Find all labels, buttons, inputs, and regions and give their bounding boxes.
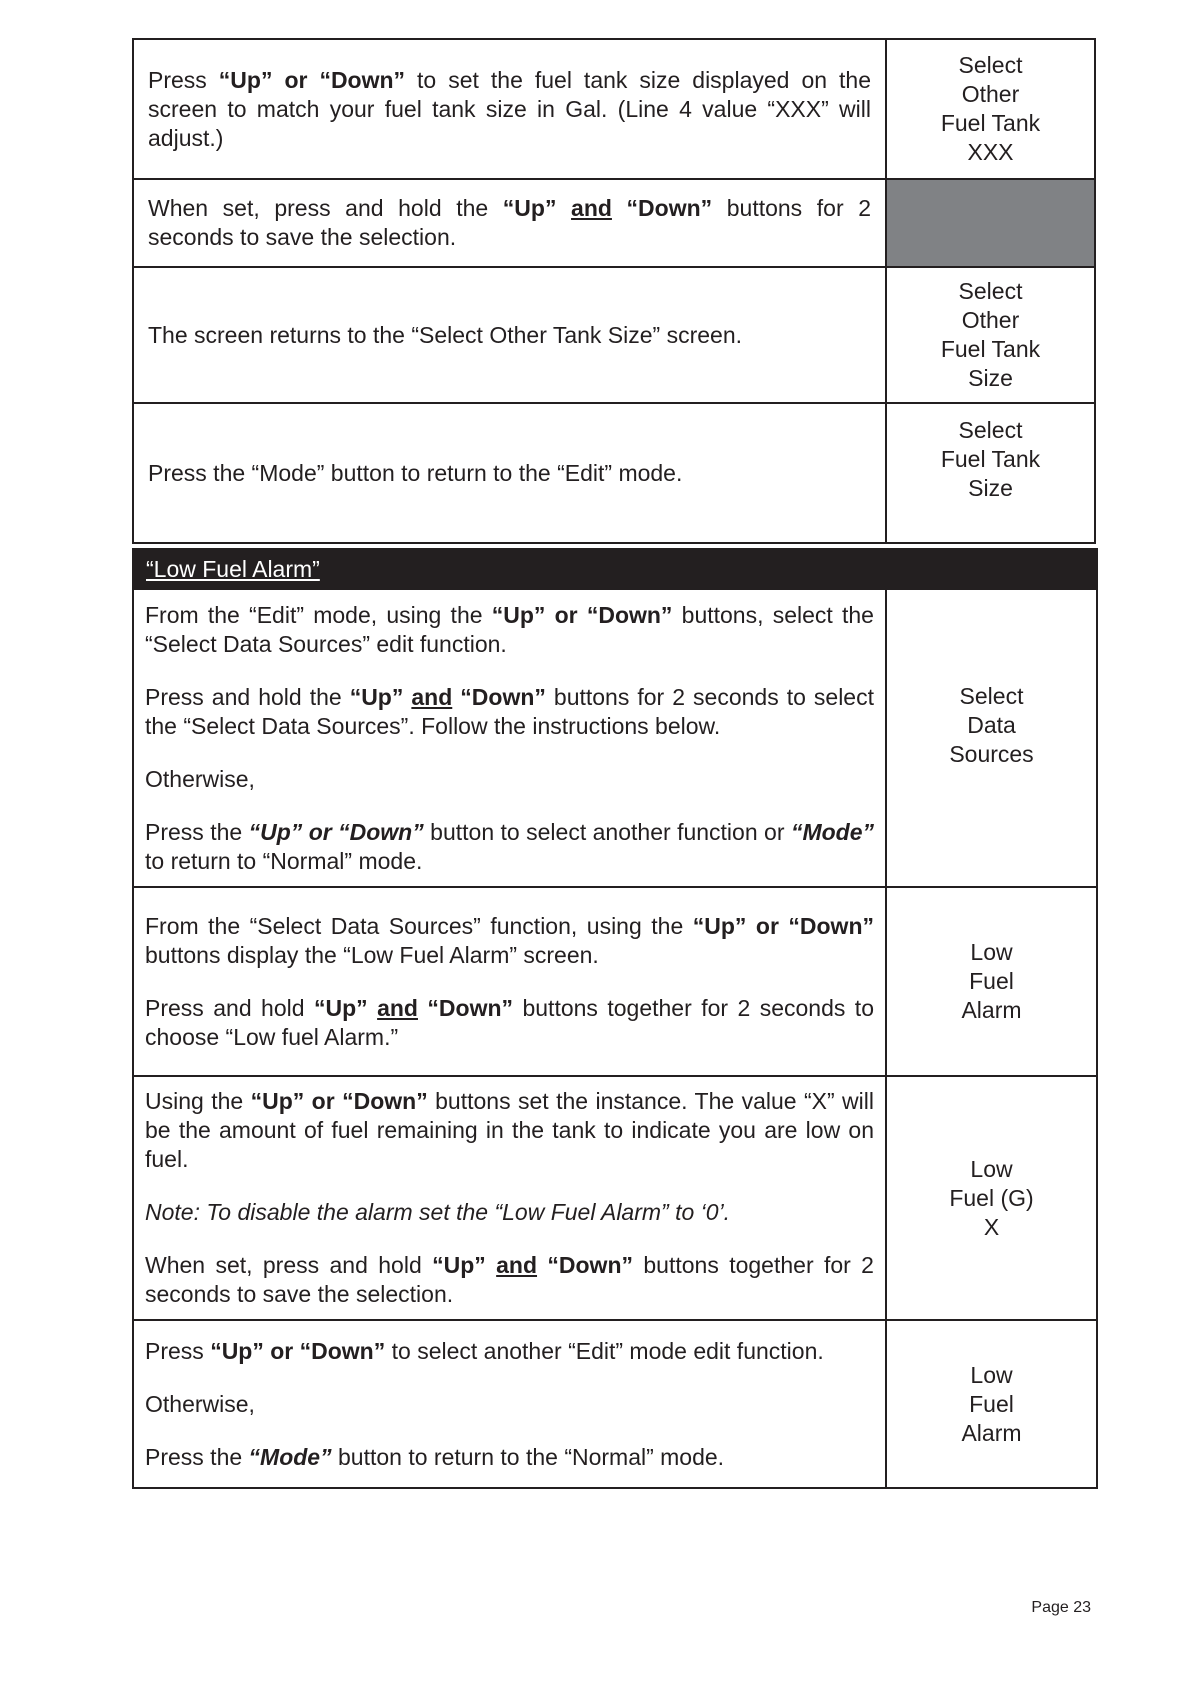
display-line: Size xyxy=(968,475,1013,501)
table-row xyxy=(133,403,1095,543)
display-line: Size xyxy=(968,365,1013,391)
paragraph: Press the “Mode” button to return to the “Normal” mode. xyxy=(145,1443,725,1470)
text-run: Press xyxy=(148,66,219,93)
table-row xyxy=(133,887,1097,1076)
display-cell xyxy=(886,1320,1097,1488)
instruction-cell xyxy=(133,267,886,403)
paragraph: When set, press and hold “Up” and “Down” buttons together for 2 seconds to save the selection. xyxy=(145,1252,874,1307)
instruction-cell xyxy=(133,1076,886,1320)
display-cell xyxy=(886,1076,1097,1320)
display-line: Fuel Tank xyxy=(940,446,1041,472)
note: Note: To disable the alarm set the “Low Fuel Alarm” to ‘0’. xyxy=(145,1199,731,1225)
button-name-bold: “Up” or “Down” xyxy=(218,66,406,93)
display-cell xyxy=(886,589,1097,887)
table-row xyxy=(133,589,1097,887)
display-cell xyxy=(886,267,1095,403)
display-line: Sources xyxy=(949,741,1034,767)
text-run: When set, press and hold the xyxy=(148,195,503,221)
display-line: Fuel xyxy=(969,968,1014,994)
paragraph: Press and hold “Up” and “Down” buttons together for 2 seconds to choose “Low fuel Alarm.” xyxy=(145,994,874,1050)
text-run: Press the “Mode” button to return to the “Edit” mode. xyxy=(148,459,683,486)
display-line: Select xyxy=(958,52,1023,78)
and-underlined: and xyxy=(571,195,612,221)
display-line: Fuel Tank xyxy=(940,336,1041,362)
display-cell xyxy=(886,403,1095,543)
paragraph: From the “Edit” mode, using the “Up” or “Down” buttons, select the “Select Data Sources” edit function. xyxy=(145,601,874,657)
paragraph: Press the “Up” or “Down” button to select another function or “Mode” to return to “Normal” mode. xyxy=(145,818,874,874)
paragraph: From the “Select Data Sources” function, using the “Up” or “Down” buttons display the “Low Fuel Alarm” screen. xyxy=(145,912,874,968)
display-line: Other xyxy=(961,307,1020,333)
section-header-row xyxy=(133,549,1097,589)
instruction-cell xyxy=(133,39,886,179)
paragraph: Otherwise, xyxy=(145,1390,255,1417)
instruction-cell xyxy=(133,887,886,1076)
instruction-cell xyxy=(133,179,886,267)
table-row xyxy=(133,1076,1097,1320)
table-row xyxy=(133,1320,1097,1488)
fuel-tank-size-table xyxy=(132,38,1096,544)
display-line: Select xyxy=(958,417,1023,443)
display-line: Select xyxy=(959,683,1024,709)
display-cell xyxy=(886,39,1095,179)
display-line: Low xyxy=(970,1361,1013,1388)
display-line: X xyxy=(983,1213,1000,1240)
instruction-cell xyxy=(133,403,886,543)
instruction-cell xyxy=(133,589,886,887)
table-row xyxy=(133,179,1095,267)
instruction-cell xyxy=(133,1320,886,1488)
text-run: The screen returns to the “Select Other Tank Size” screen. xyxy=(148,321,743,348)
paragraph: Otherwise, xyxy=(145,765,255,792)
display-line: Data xyxy=(967,712,1016,738)
table-row xyxy=(133,267,1095,403)
display-line: Alarm xyxy=(961,997,1022,1023)
paragraph: Press “Up” or “Down” to select another “Edit” mode edit function. xyxy=(145,1337,824,1364)
display-cell-blank xyxy=(886,179,1095,267)
button-name-bold: “Up” xyxy=(502,195,572,221)
display-line: Low xyxy=(970,1155,1013,1182)
display-line: Fuel xyxy=(969,1390,1014,1417)
text-run: buttons for 2 seconds to save the selection. xyxy=(148,195,871,250)
low-fuel-alarm-table xyxy=(132,548,1098,1489)
display-line: Low xyxy=(970,939,1013,965)
display-line: Select xyxy=(958,278,1023,304)
text-run: to set the fuel tank size displayed on the screen to match your fuel tank size in Gal. (Line 4 value “XXX” will adjust.) xyxy=(148,66,871,151)
display-line: Alarm xyxy=(961,1419,1022,1446)
paragraph: Press and hold the “Up” and “Down” buttons for 2 seconds to select the “Select Data Sources”. Follow the instructions below. xyxy=(145,683,874,739)
button-name-bold: “Down” xyxy=(611,195,713,221)
section-title: “Low Fuel Alarm” xyxy=(133,549,1097,589)
display-line: Fuel (G) xyxy=(949,1184,1034,1211)
display-line: XXX xyxy=(967,139,1014,165)
table-row xyxy=(133,39,1095,179)
display-line: Fuel Tank xyxy=(940,110,1041,136)
page-number: Page 23 xyxy=(1031,1599,1091,1616)
display-cell xyxy=(886,887,1097,1076)
paragraph: Using the “Up” or “Down” buttons set the instance. The value “X” will be the amount of fuel remaining in the tank to indicate you are low on fuel. xyxy=(145,1088,874,1172)
display-line: Other xyxy=(961,81,1020,107)
